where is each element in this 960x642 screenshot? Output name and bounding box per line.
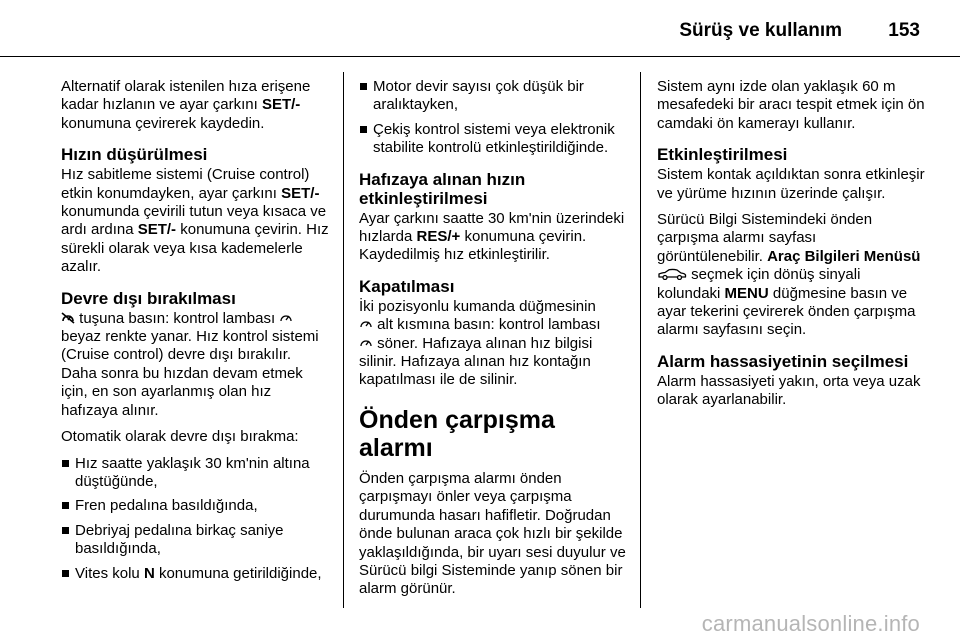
paragraph-auto-deactivation: Otomatik olarak devre dışı bırakma: <box>61 428 299 446</box>
page-number: 153 <box>888 20 920 41</box>
paragraph-camera: Sistem aynı izde olan yaklaşık 60 m mesafedeki bir aracı tespit etmek için ön camdaki ön kamerayı kullanır. <box>657 78 925 132</box>
heading-deactivation: Devre dışı bırakılması <box>61 288 236 308</box>
page-header-title: Sürüş ve kullanım <box>679 20 842 41</box>
heading-alarm-sensitivity: Alarm hassasiyetinin seçilmesi <box>657 351 909 371</box>
list-item: Çekiş kontrol sistemi veya elektronik stabilite kontrolü etkinleştirildiğinde. <box>359 121 627 158</box>
page-header <box>0 0 960 56</box>
vehicle-side-icon <box>657 267 687 279</box>
cruise-control-lamp-icon <box>359 317 373 329</box>
paragraph-alarm-sensitivity: Alarm hassasiyeti yakın, orta veya uzak olarak ayarlanabilir. <box>657 372 921 409</box>
cruise-control-off-icon <box>61 311 75 323</box>
column-1 <box>61 78 329 589</box>
list-item: Motor devir sayısı çok düşük bir aralıktayken, <box>359 78 627 115</box>
paragraph-switch-off: İki pozisyonlu kumanda düğmesinin alt kısmına basın: kontrol lambası söner. Hafızaya alınan hız bilgisi silinir. Hafızaya alınan hız kontağın kapatılması ile de silinir. <box>359 297 601 389</box>
heading-switch-off: Kapatılması <box>359 276 455 296</box>
list-item: Debriyaj pedalına birkaç saniye basıldığında, <box>61 522 329 559</box>
header-divider <box>0 56 960 57</box>
column-divider-1 <box>343 72 344 608</box>
watermark: carmanualsonline.info <box>701 611 920 636</box>
column-3 <box>657 78 925 418</box>
column-divider-2 <box>640 72 641 608</box>
list-item: Vites kolu N konumuna getirildiğinde, <box>61 565 329 583</box>
paragraph-resume-speed: Ayar çarkını saatte 30 km'nin üzerindeki hızlarda RES/+ konumuna çevirin. Kaydedilmiş hız etkinleştirilir. <box>359 209 625 264</box>
cruise-control-lamp-icon <box>359 336 373 348</box>
paragraph-info-page: Sürücü Bilgi Sistemindeki önden çarpışma alarmı sayfası görüntülenebilir. Araç Bilgileri Menüsü seçmek için dönüş sinyali kolundaki MENU düğmesine basın ve ayar tekerini çevirerek önden çarpışma alarmı sayfasını seçin. <box>657 211 921 339</box>
cruise-control-lamp-icon <box>279 311 293 323</box>
list-item: Hız saatte yaklaşık 30 km'nin altına düştüğünde, <box>61 455 329 492</box>
paragraph-deactivation: tuşuna basın: kontrol lambası beyaz renkte yanar. Hız kontrol sistemi (Cruise control) devre dışı bırakılır. Daha sonra bu hızdan devam etmek için, en son ayarlanmış olan hız hafızaya alınır. <box>61 309 319 419</box>
paragraph-forward-collision-alert: Önden çarpışma alarmı önden çarpışmayı önler veya çarpışma durumunda hasarı hafifletir. Doğrudan önde bulunan araca çok hızlı bir şekilde yaklaşıldığında, bir uyarı sesi duyulur ve Sürücü bilgi Sisteminde yanıp sönen bir alarm görünür. <box>359 469 626 598</box>
paragraph-save-speed: Alternatif olarak istenilen hıza erişene kadar hızlanın ve ayar çarkını SET/- konumuna çevirerek kaydedin. <box>61 78 311 132</box>
heading-forward-collision-alert: Önden çarpışma alarmı <box>359 405 555 462</box>
auto-deactivation-list-continued <box>359 78 627 158</box>
heading-resume-speed: Hafızaya alınan hızın etkinleştirilmesi <box>359 169 526 208</box>
column-2 <box>359 78 627 607</box>
auto-deactivation-list <box>61 455 329 583</box>
heading-activation: Etkinleştirilmesi <box>657 145 788 165</box>
list-item: Fren pedalına basıldığında, <box>61 497 329 515</box>
paragraph-speed-reduction: Hız sabitleme sistemi (Cruise control) etkin konumdayken, ayar çarkını SET/- konumunda çevirili tutun veya kısaca ve ardı ardına SET/- konumuna çevirin. Hız sürekli olarak veya kısa kademelerle azalır. <box>61 166 329 276</box>
heading-speed-reduction: Hızın düşürülmesi <box>61 145 208 165</box>
paragraph-activation: Sistem kontak açıldıktan sonra etkinleşir ve yürüme hızının üzerinde çalışır. <box>657 166 925 202</box>
